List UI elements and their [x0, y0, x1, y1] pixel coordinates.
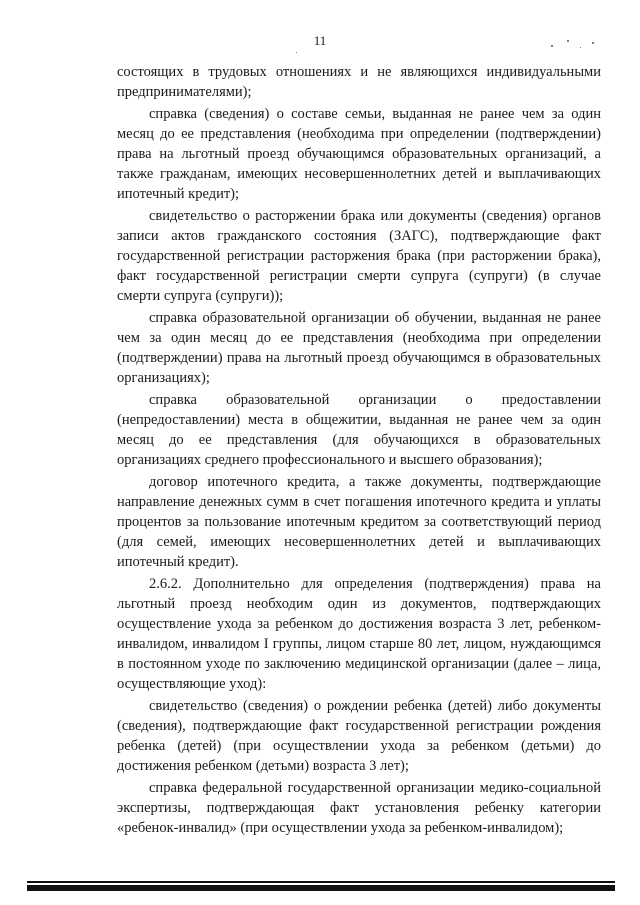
paragraph: справка образовательной организации об обучении, выданная не ранее чем за один месяц до ее представления (необходима при определении (подтверждении) права на льготный проезд обучающимся в образовательных организациях);	[117, 310, 601, 386]
page-number: 11	[313, 33, 327, 48]
paragraph: договор ипотечного кредита, а также документы, подтверждающие направление денежных сумм в счет погашения ипотечного кредита и уплаты процентов за пользование ипотечным кредитом за соответствующий период (для семей, имеющих несовершеннолетних детей и выплачивающих ипотечный кредит).	[117, 474, 601, 570]
paragraph: справка образовательной организации о предоставлении (непредоставлении) места в общежитии, выданная не ранее чем за один месяц до ее представления (для обучающихся в образовательных организациях среднего профессионального и высшего образования);	[117, 392, 601, 468]
document-body	[117, 62, 601, 838]
paragraph: свидетельство (сведения) о рождении ребенка (детей) либо документы (сведения), подтверждающие факт государственной регистрации рождения ребенка (детей) (при осуществлении ухода за ребенком (детьми) до достижения ребенком (детьми) возраста 3 лет);	[117, 698, 601, 774]
bottom-rule-thick	[27, 885, 615, 891]
paragraph: справка федеральной государственной организации медико-социальной экспертизы, подтверждающая факт установления ребенку категории «ребенок-инвалид» (при осуществлении ухода за ребенком-инвалидом);	[117, 780, 601, 836]
paragraph: состоящих в трудовых отношениях и не являющихся индивидуальными предпринимателями);	[117, 64, 601, 100]
paragraph: справка (сведения) о составе семьи, выданная не ранее чем за один месяц до ее представления (необходима при определении (подтверждении) права на льготный проезд обучающимся образовательных организаций, а также гражданам, имеющих несовершеннолетних детей и выплачивающих ипотечный кредит);	[117, 106, 601, 202]
paragraph: свидетельство о расторжении брака или документы (сведения) органов записи актов гражданского состояния (ЗАГС), подтверждающие факт государственной регистрации расторжения брака (при расторжении брака), факт государственной регистрации смерти супруга (супруги) (в случае смерти супруга (супруги));	[117, 208, 601, 304]
bottom-rule-thin	[27, 881, 615, 883]
paragraph: 2.6.2. Дополнительно для определения (подтверждения) права на льготный проезд необходим один из документов, подтверждающих осуществление ухода за ребенком до достижения возраста 3 лет, ребенком-инвалидом, инвалидом I группы, лицом старше 80 лет, лицом, нуждающимся в постоянном уходе по заключению медицинской организации (далее – лица, осуществляющие уход):	[117, 576, 601, 692]
